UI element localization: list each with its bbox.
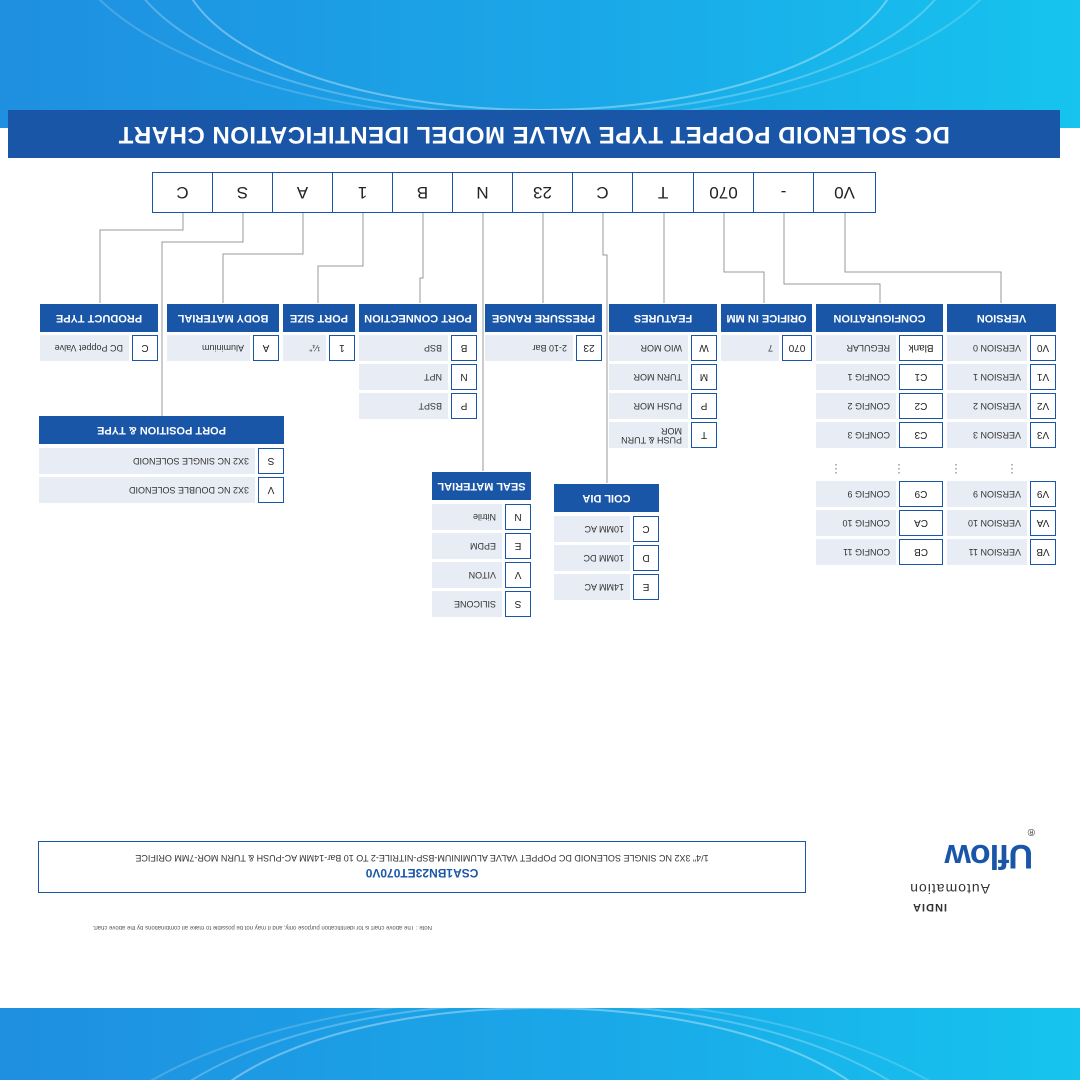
option-code: E (505, 533, 531, 559)
option-desc: 2-10 Bar (485, 335, 573, 361)
category-seal-material: SEAL MATERIAL (432, 472, 531, 500)
option-code: V (505, 562, 531, 588)
chart-title: DC SOLENOID POPPET TYPE VALVE MODEL IDENTIFICATION CHART (8, 110, 1060, 158)
option-desc: BSPT (359, 393, 448, 419)
option-desc: CONFIG 11 (816, 539, 896, 565)
option-row (40, 335, 158, 361)
option-desc: VERSION 1 (947, 364, 1027, 390)
option-desc: CONFIG 2 (816, 393, 896, 419)
option-code: W (691, 335, 717, 361)
uflow-logo (905, 825, 1035, 915)
option-row (816, 539, 943, 565)
option-desc: TURN MOR (609, 364, 688, 390)
option-code: 23 (576, 335, 602, 361)
option-row (359, 335, 477, 361)
ellipsis: ⋮ (1006, 462, 1018, 476)
category-port-size: PORT SIZE (283, 304, 355, 332)
option-row (432, 591, 531, 617)
option-row (554, 574, 659, 600)
option-desc: SILICONE (432, 591, 502, 617)
option-row (609, 335, 717, 361)
model-code-cell: A (272, 172, 333, 213)
option-code: S (258, 448, 284, 474)
option-desc: WIO MOR (609, 335, 688, 361)
ellipsis: ⋮ (950, 462, 962, 476)
option-code: C (633, 516, 659, 542)
option-row (359, 393, 477, 419)
option-code: P (451, 393, 477, 419)
option-desc: 14MM AC (554, 574, 630, 600)
option-desc: ¼" (283, 335, 326, 361)
logo-country: INDIA (912, 901, 947, 913)
option-code: Blank (899, 335, 943, 361)
model-code-cell: 23 (512, 172, 573, 213)
example-model-box (38, 841, 806, 893)
ellipsis: ⋮ (893, 462, 905, 476)
option-desc: 10MM AC (554, 516, 630, 542)
model-code-cell: B (392, 172, 453, 213)
option-code: 070 (782, 335, 812, 361)
option-desc: Aluminium (167, 335, 250, 361)
option-row (947, 364, 1056, 390)
option-code: C2 (899, 393, 943, 419)
option-row (816, 481, 943, 507)
option-row (554, 545, 659, 571)
option-row (721, 335, 812, 361)
option-desc: VERSION 10 (947, 510, 1027, 536)
option-row (816, 422, 943, 448)
logo-registered-mark: ® (1027, 826, 1035, 837)
option-desc: VERSION 11 (947, 539, 1027, 565)
option-desc: CONFIG 10 (816, 510, 896, 536)
option-desc: VERSION 9 (947, 481, 1027, 507)
option-code: V2 (1030, 393, 1056, 419)
option-row (816, 510, 943, 536)
option-code: C9 (899, 481, 943, 507)
option-row (816, 364, 943, 390)
option-desc: 3X2 NC SINGLE SOLENOID (39, 448, 255, 474)
option-desc: 7 (721, 335, 779, 361)
option-code: M (691, 364, 717, 390)
category-orifice: ORIFICE IN MM (721, 304, 812, 332)
option-code: B (451, 335, 477, 361)
model-code-cell: V0 (813, 172, 876, 213)
model-code-cell: N (452, 172, 513, 213)
option-row (947, 481, 1056, 507)
option-code: P (691, 393, 717, 419)
model-code-cell: 1 (332, 172, 393, 213)
option-desc: 10MM DC (554, 545, 630, 571)
option-desc: VERSION 3 (947, 422, 1027, 448)
option-row (816, 335, 943, 361)
option-code: D (633, 545, 659, 571)
option-desc: REGULAR (816, 335, 896, 361)
option-row (947, 393, 1056, 419)
ellipsis: ⋮ (830, 462, 842, 476)
category-pressure-range: PRESSURE RANGE (485, 304, 602, 332)
option-row (609, 364, 717, 390)
option-desc: EPDM (432, 533, 502, 559)
option-code: V9 (1030, 481, 1056, 507)
option-code: V (258, 477, 284, 503)
option-desc: VITON (432, 562, 502, 588)
option-desc: VERSION 2 (947, 393, 1027, 419)
category-port-position-type: PORT POSITION & TYPE (39, 416, 284, 444)
option-desc: CONFIG 3 (816, 422, 896, 448)
option-code: E (633, 574, 659, 600)
option-desc: PUSH & TURN MOR (609, 422, 688, 448)
model-code-cell: S (212, 172, 273, 213)
option-desc: CONFIG 1 (816, 364, 896, 390)
option-row (432, 533, 531, 559)
model-code-cell: - (753, 172, 814, 213)
option-row (554, 516, 659, 542)
model-code-cell: C (572, 172, 633, 213)
option-row (609, 422, 717, 448)
category-features: FEATURES (609, 304, 717, 332)
logo-subtitle: Automation (909, 881, 990, 897)
option-desc: NPT (359, 364, 448, 390)
option-code: 1 (329, 335, 355, 361)
option-code: A (253, 335, 279, 361)
footnote: Note : The above chart is for identification purpose only, and it may not be possible to make all combinations by the above chart. (92, 924, 432, 930)
option-desc: BSP (359, 335, 448, 361)
option-desc: Nitrile (432, 504, 502, 530)
option-code: C3 (899, 422, 943, 448)
option-row (39, 477, 284, 503)
option-row (432, 562, 531, 588)
category-product-type: PRODUCT TYPE (40, 304, 158, 332)
example-model-code: CSA1BN23ET070V0 (365, 866, 479, 881)
model-code-cell: C (152, 172, 213, 213)
option-row (432, 504, 531, 530)
option-desc: PUSH MOR (609, 393, 688, 419)
option-desc: DC Poppet Valve (40, 335, 129, 361)
option-row (283, 335, 355, 361)
category-body-material: BODY MATERIAL (167, 304, 279, 332)
category-coil-dia: COIL DIA (554, 484, 659, 512)
option-code: VA (1030, 510, 1056, 536)
option-code: N (451, 364, 477, 390)
logo-wordmark: Uflow (945, 837, 1033, 875)
option-code: V0 (1030, 335, 1056, 361)
option-code: C (132, 335, 158, 361)
model-code-cell: 070 (693, 172, 754, 213)
option-desc: CONFIG 9 (816, 481, 896, 507)
option-desc: VERSION 0 (947, 335, 1027, 361)
option-row (167, 335, 279, 361)
option-code: V3 (1030, 422, 1056, 448)
example-model-description: 1/4" 3X2 NC SINGLE SOLENOID DC POPPET VALVE ALUMINIUM-BSP-NITRILE-2 TO 10 Bar-14MM AC-PUSH & TURN MOR-7MM ORIFICE (135, 853, 709, 864)
option-row (359, 364, 477, 390)
option-row (947, 510, 1056, 536)
option-code: V1 (1030, 364, 1056, 390)
option-row (816, 393, 943, 419)
option-code: CB (899, 539, 943, 565)
option-code: C1 (899, 364, 943, 390)
category-configuration: CONFIGURATION (816, 304, 943, 332)
option-row (947, 539, 1056, 565)
option-row (39, 448, 284, 474)
option-code: T (691, 422, 717, 448)
option-row (609, 393, 717, 419)
option-code: CA (899, 510, 943, 536)
category-port-connection: PORT CONNECTION (359, 304, 477, 332)
option-row (947, 335, 1056, 361)
option-row (485, 335, 602, 361)
model-code-cell: T (632, 172, 694, 213)
option-code: S (505, 591, 531, 617)
option-code: VB (1030, 539, 1056, 565)
category-version: VERSION (947, 304, 1056, 332)
option-desc: 3X2 NC DOUBLE SOLENOID (39, 477, 255, 503)
option-code: N (505, 504, 531, 530)
option-row (947, 422, 1056, 448)
